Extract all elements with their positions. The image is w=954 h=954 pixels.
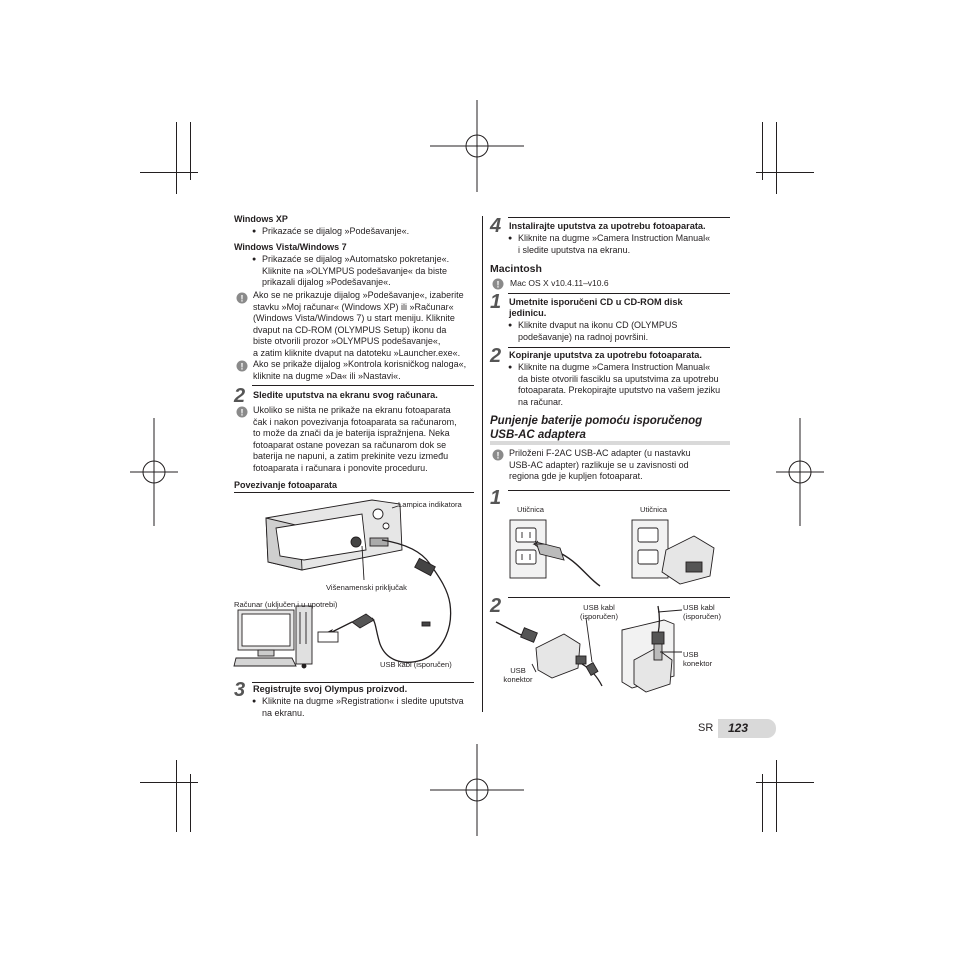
note-paragraph bbox=[253, 290, 481, 359]
step-number: 4 bbox=[490, 215, 502, 237]
step-text-line: na računar. bbox=[518, 396, 564, 407]
note-line: Ako se prikaže dijalog »Kontrola korisničkog naloga«, bbox=[253, 359, 467, 369]
note-paragraph bbox=[509, 448, 729, 483]
label-line: konektor bbox=[683, 659, 713, 668]
step-title: Umetnite isporučeni CD u CD-ROM disk bbox=[509, 297, 683, 307]
step-rule bbox=[252, 385, 474, 386]
label-outlet: Utičnica bbox=[640, 505, 668, 514]
note-line: baterija ne napuni, a zatim prekinite vezu između bbox=[253, 451, 449, 461]
note-icon bbox=[492, 278, 504, 290]
svg-text:!: ! bbox=[240, 407, 244, 418]
label-line: (isporučen) bbox=[683, 612, 721, 621]
note-line: Ukoliko se ništa ne prikaže na ekranu fotoaparata bbox=[253, 405, 451, 415]
vista-text-line: Kliknite na »OLYMPUS podešavanje« da biste bbox=[262, 265, 447, 276]
step-number: 3 bbox=[234, 679, 246, 701]
note-line: fotoaparata i računara i ponovite proceduru. bbox=[253, 462, 428, 473]
winxp-bullet: ● Prikazaće se dijalog »Podešavanje«. bbox=[262, 226, 409, 238]
note-line: USB-AC adapter) razlikuje se u zavisnosti od bbox=[509, 459, 689, 470]
winxp-heading: Windows XP bbox=[234, 214, 288, 224]
svg-text:!: ! bbox=[240, 293, 244, 304]
label-line: USB bbox=[683, 650, 699, 659]
label-computer: Računar (uključen i u upotrebi) bbox=[234, 600, 338, 609]
label-indicator-lamp: Lampica indikatora bbox=[398, 500, 462, 509]
step-title: Instalirajte uputstva za upotrebu fotoaparata. bbox=[509, 221, 706, 231]
label-outlet: Utičnica bbox=[517, 505, 545, 514]
note-icon bbox=[236, 292, 248, 304]
vista-bullet: ● Prikazaće se dijalog »Automatsko pokretanje«. bbox=[262, 254, 449, 266]
svg-text:!: ! bbox=[496, 450, 500, 461]
page-number-tab bbox=[718, 719, 776, 738]
language-code: SR bbox=[698, 722, 714, 734]
step-bullet: ● Kliknite na dugme »Camera Instruction Manual« bbox=[518, 362, 710, 374]
step-text-line: da biste otvorili fasciklu sa uputstvima za upotrebu bbox=[518, 373, 719, 384]
label-line: USB kabl bbox=[583, 603, 615, 612]
note-paragraph bbox=[253, 405, 481, 474]
step-title: Registrujte svoj Olympus proizvod. bbox=[253, 684, 408, 694]
note-line: biste otvorili prozor »OLYMPUS podešavanje«, bbox=[253, 336, 441, 346]
note-line: Ako se ne prikazuje dijalog »Podešavanje«, izaberite bbox=[253, 290, 464, 300]
step-rule bbox=[252, 682, 474, 683]
page-number: 123 bbox=[728, 721, 749, 735]
note-line: regiona gde je kupljen fotoaparat. bbox=[509, 471, 643, 481]
note-line: to može da znači da je baterija ispražnjena. Neka bbox=[253, 428, 450, 438]
step-number: 1 bbox=[490, 291, 502, 313]
section-underline bbox=[490, 441, 730, 445]
connect-heading: Povezivanje fotoaparata bbox=[234, 480, 338, 490]
step-rule bbox=[508, 217, 730, 218]
mac-version-note: Mac OS X v10.4.11–v10.6 bbox=[510, 278, 609, 288]
label-line: (isporučen) bbox=[580, 612, 618, 621]
note-paragraph bbox=[253, 359, 481, 382]
section-rule bbox=[234, 492, 474, 493]
step-text-line: podešavanje) na radnoj površini. bbox=[518, 331, 649, 342]
step-bullet: ● Kliknite na dugme »Camera Instruction Manual« bbox=[518, 233, 710, 245]
note-line: (Windows Vista/Windows 7) u start meniju. Kliknite bbox=[253, 313, 455, 323]
label-line: konektor bbox=[503, 675, 533, 684]
outlet-illustration bbox=[500, 514, 732, 594]
step-number: 2 bbox=[490, 345, 502, 367]
note-icon bbox=[492, 449, 504, 461]
step-text-line: i sledite uputstva na ekranu. bbox=[518, 244, 631, 255]
label-line: USB kabl bbox=[683, 603, 715, 612]
step-title: Kopiranje uputstva za upotrebu fotoaparata. bbox=[509, 350, 702, 360]
label-usb-cable: USB kabl (isporučen) bbox=[380, 660, 452, 669]
vista-heading: Windows Vista/Windows 7 bbox=[234, 242, 347, 252]
section-title: Punjenje baterije pomoću isporučenog bbox=[490, 415, 703, 427]
step-number: 2 bbox=[234, 385, 246, 407]
step-bullet: ● Kliknite dvaput na ikonu CD (OLYMPUS bbox=[518, 320, 677, 332]
step-rule bbox=[508, 597, 730, 598]
step-title: Sledite uputstva na ekranu svog računara. bbox=[253, 390, 438, 400]
step-number: 1 bbox=[490, 487, 502, 509]
note-line: Priloženi F-2AC USB-AC adapter (u nastavku bbox=[509, 448, 691, 458]
step-rule bbox=[508, 293, 730, 294]
vista-text-line: prikazali dijalog »Podešavanje«. bbox=[262, 277, 391, 287]
usb-charging-illustration bbox=[494, 604, 732, 696]
note-line: a zatim kliknite dvaput na datoteku »Launcher.exe«. bbox=[253, 347, 461, 358]
mac-heading: Macintosh bbox=[490, 263, 542, 275]
step-rule bbox=[508, 347, 730, 348]
svg-text:!: ! bbox=[496, 279, 500, 290]
note-line: kliknite na dugme »Da« ili »Nastavi«. bbox=[253, 370, 401, 381]
label-line: USB bbox=[510, 666, 526, 675]
step-number: 2 bbox=[490, 595, 502, 617]
step-bullet: ● Kliknite na dugme »Registration« i sledite uputstva bbox=[262, 696, 464, 708]
note-line: dvaput na CD-ROM (OLYMPUS Setup) ikonu da bbox=[253, 324, 447, 335]
section-title: USB-AC adaptera bbox=[490, 429, 586, 441]
step-rule bbox=[508, 490, 730, 491]
note-icon bbox=[236, 406, 248, 418]
note-line: stavku »Moj računar« (Windows XP) ili »Računar« bbox=[253, 301, 454, 312]
svg-text:!: ! bbox=[240, 361, 244, 372]
note-line: čak i nakon povezivanja fotoaparata sa računarom, bbox=[253, 416, 457, 427]
note-icon bbox=[236, 360, 248, 372]
note-line: fotoaparat ostane povezan sa računarom dok se bbox=[253, 439, 447, 450]
step-text-line: na ekranu. bbox=[262, 707, 305, 718]
step-text-line: fotoaparata. Prekopirajte uputstvo na vašem jeziku bbox=[518, 385, 721, 395]
column-divider bbox=[482, 216, 483, 712]
label-multi-connector: Višenamenski priključak bbox=[326, 583, 407, 592]
step-title: jedinicu. bbox=[509, 308, 547, 318]
